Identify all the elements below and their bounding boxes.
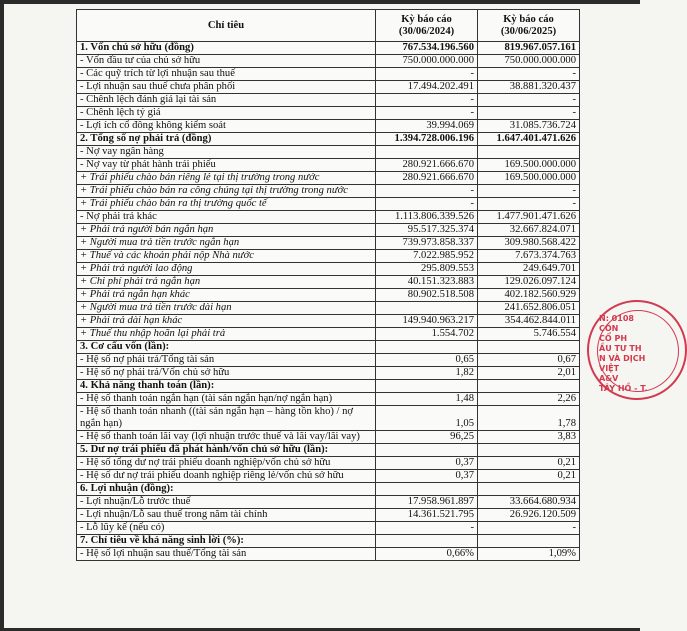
row-label: - Hệ số lợi nhuận sau thuế/Tổng tài sản xyxy=(77,548,376,561)
table-row xyxy=(77,107,580,120)
table-row xyxy=(77,211,580,224)
value-2025: 750.000.000.000 xyxy=(478,55,580,68)
table-row xyxy=(77,522,580,535)
row-label: + Chi phí phải trả ngắn hạn xyxy=(77,276,376,289)
value-2024: - xyxy=(376,198,478,211)
row-label: + Thuế thu nhập hoãn lại phải trả xyxy=(77,328,376,341)
value-2025: 1.477.901.471.626 xyxy=(478,211,580,224)
table-row xyxy=(77,81,580,94)
value-2025: 3,83 xyxy=(478,431,580,444)
table-row xyxy=(77,263,580,276)
row-label: 1. Vốn chủ sở hữu (đồng) xyxy=(77,42,376,55)
row-label: + Phải trả người lao động xyxy=(77,263,376,276)
value-2025: 819.967.057.161 xyxy=(478,42,580,55)
value-2025: - xyxy=(478,94,580,107)
row-label: - Chênh lệch tỷ giá xyxy=(77,107,376,120)
row-label: + Trái phiếu chào bán ra thị trường quốc tế xyxy=(77,198,376,211)
row-label: - Hệ số thanh toán lãi vay (lợi nhuận trước thuế và lãi vay/lãi vay) xyxy=(77,431,376,444)
table-row xyxy=(77,172,580,185)
value-2024: 0,65 xyxy=(376,354,478,367)
row-label: + Phải trả dài hạn khác xyxy=(77,315,376,328)
table-row xyxy=(77,159,580,172)
section-row xyxy=(77,535,580,548)
value-2024: 750.000.000.000 xyxy=(376,55,478,68)
header-period-2024: Kỳ báo cáo (30/06/2024) xyxy=(376,10,478,42)
section-row xyxy=(77,341,580,354)
row-label: 3. Cơ cấu vốn (lần): xyxy=(77,341,376,354)
value-2025: 5.746.554 xyxy=(478,328,580,341)
row-label: 7. Chỉ tiêu về khả năng sinh lời (%): xyxy=(77,535,376,548)
value-2025: 32.667.824.071 xyxy=(478,224,580,237)
row-label: - Hệ số thanh toán ngắn hạn (tài sản ngắn hạn/nợ ngắn hạn) xyxy=(77,393,376,406)
value-2024 xyxy=(376,302,478,315)
row-label: 2. Tổng số nợ phải trả (đồng) xyxy=(77,133,376,146)
table-row xyxy=(77,509,580,522)
table-row xyxy=(77,185,580,198)
value-2024: 17.958.961.897 xyxy=(376,496,478,509)
value-2025: 169.500.000.000 xyxy=(478,159,580,172)
value-2025: 241.652.806.051 xyxy=(478,302,580,315)
value-2024: 1.394.728.006.196 xyxy=(376,133,478,146)
row-label: - Nợ vay ngân hàng xyxy=(77,146,376,159)
seal-text-line: CỔ PH xyxy=(599,334,628,343)
row-label: - Hệ số nợ phải trả/Tổng tài sản xyxy=(77,354,376,367)
table-row xyxy=(77,315,580,328)
value-2024 xyxy=(376,341,478,354)
value-2024: 40.151.323.883 xyxy=(376,276,478,289)
table-row xyxy=(77,224,580,237)
table-row xyxy=(77,328,580,341)
header-indicator: Chỉ tiêu xyxy=(77,10,376,42)
value-2025: 1.647.401.471.626 xyxy=(478,133,580,146)
section-row xyxy=(77,380,580,393)
value-2024: 0,37 xyxy=(376,457,478,470)
value-2024: - xyxy=(376,185,478,198)
row-label: - Lợi ích cổ đông không kiểm soát xyxy=(77,120,376,133)
value-2024: 0,37 xyxy=(376,470,478,483)
table-row xyxy=(77,406,580,431)
value-2025 xyxy=(478,380,580,393)
value-2025 xyxy=(478,483,580,496)
window-top-border xyxy=(0,0,640,4)
table-row xyxy=(77,302,580,315)
value-2024 xyxy=(376,380,478,393)
seal-text-line: N VÀ DỊCH xyxy=(599,354,646,363)
value-2024: 767.534.196.560 xyxy=(376,42,478,55)
window-left-border xyxy=(0,0,4,631)
value-2025: 2,01 xyxy=(478,367,580,380)
value-2025: 38.881.320.437 xyxy=(478,81,580,94)
value-2025: 249.649.701 xyxy=(478,263,580,276)
row-label: 5. Dư nợ trái phiếu đã phát hành/vốn chủ sở hữu (lần): xyxy=(77,444,376,457)
seal-text-line: N: 0108 xyxy=(599,314,634,323)
value-2024: 149.940.963.217 xyxy=(376,315,478,328)
row-label: + Phải trả ngắn hạn khác xyxy=(77,289,376,302)
value-2024: 14.361.521.795 xyxy=(376,509,478,522)
row-label: - Lợi nhuận sau thuế chưa phân phối xyxy=(77,81,376,94)
row-label: - Các quỹ trích từ lợi nhuận sau thuế xyxy=(77,68,376,81)
value-2024: 80.902.518.508 xyxy=(376,289,478,302)
row-label: - Chênh lệch đánh giá lại tài sản xyxy=(77,94,376,107)
table-body xyxy=(77,42,580,561)
value-2025: 33.664.680.934 xyxy=(478,496,580,509)
value-2025: 0,21 xyxy=(478,457,580,470)
table-row xyxy=(77,198,580,211)
row-label: 6. Lợi nhuận (đồng): xyxy=(77,483,376,496)
value-2024: 739.973.858.337 xyxy=(376,237,478,250)
row-label: + Người mua trả tiền trước dài hạn xyxy=(77,302,376,315)
seal-text-line: VIỆT xyxy=(599,364,620,373)
table-row xyxy=(77,354,580,367)
table-row xyxy=(77,496,580,509)
row-label: - Lỗ lũy kế (nếu có) xyxy=(77,522,376,535)
value-2025: 1,09% xyxy=(478,548,580,561)
table-row xyxy=(77,548,580,561)
value-2025: - xyxy=(478,185,580,198)
row-label: - Nợ vay từ phát hành trái phiếu xyxy=(77,159,376,172)
table-row xyxy=(77,237,580,250)
seal-text-line: ẦU TƯ TH xyxy=(599,344,642,353)
section-row xyxy=(77,133,580,146)
row-label: - Lợi nhuận/Lỗ sau thuế trong năm tài chính xyxy=(77,509,376,522)
table-row xyxy=(77,250,580,263)
table-row xyxy=(77,393,580,406)
value-2024: - xyxy=(376,107,478,120)
row-label: - Nợ phải trả khác xyxy=(77,211,376,224)
row-label: - Hệ số tổng dư nợ trái phiếu doanh nghiệp/vốn chủ sở hữu xyxy=(77,457,376,470)
value-2025: 26.926.120.509 xyxy=(478,509,580,522)
row-label: + Trái phiếu chào bán ra công chúng tại thị trường trong nước xyxy=(77,185,376,198)
table-row xyxy=(77,457,580,470)
value-2024: 1,05 xyxy=(376,406,478,431)
value-2025: 31.085.736.724 xyxy=(478,120,580,133)
value-2025: - xyxy=(478,522,580,535)
value-2025: 0,67 xyxy=(478,354,580,367)
table-row xyxy=(77,120,580,133)
value-2024 xyxy=(376,483,478,496)
table-row xyxy=(77,470,580,483)
value-2024: 96,25 xyxy=(376,431,478,444)
value-2025: - xyxy=(478,68,580,81)
table-row xyxy=(77,289,580,302)
value-2024: 7.022.985.952 xyxy=(376,250,478,263)
financial-indicators-table xyxy=(76,9,580,561)
value-2024: 1.113.806.339.526 xyxy=(376,211,478,224)
value-2024: 280.921.666.670 xyxy=(376,159,478,172)
row-label: 4. Khả năng thanh toán (lần): xyxy=(77,380,376,393)
section-row xyxy=(77,444,580,457)
value-2024 xyxy=(376,444,478,457)
value-2025: 0,21 xyxy=(478,470,580,483)
row-label: + Phải trả người bán ngắn hạn xyxy=(77,224,376,237)
value-2024 xyxy=(376,146,478,159)
value-2024: 17.494.202.491 xyxy=(376,81,478,94)
table-row xyxy=(77,94,580,107)
value-2025 xyxy=(478,341,580,354)
table-row xyxy=(77,55,580,68)
row-label: - Hệ số nợ phải trả/Vốn chủ sở hữu xyxy=(77,367,376,380)
value-2025: 354.462.844.011 xyxy=(478,315,580,328)
row-label: - Vốn đầu tư của chủ sở hữu xyxy=(77,55,376,68)
value-2024: 1.554.702 xyxy=(376,328,478,341)
table-row xyxy=(77,146,580,159)
table-row xyxy=(77,367,580,380)
company-seal-stamp xyxy=(587,300,687,400)
table-row xyxy=(77,431,580,444)
value-2025: - xyxy=(478,107,580,120)
value-2025: 7.673.374.763 xyxy=(478,250,580,263)
value-2024: 0,66% xyxy=(376,548,478,561)
value-2025: 309.980.568.422 xyxy=(478,237,580,250)
value-2024: 280.921.666.670 xyxy=(376,172,478,185)
seal-text-line: CÔN xyxy=(599,324,619,333)
value-2025 xyxy=(478,535,580,548)
header-period-2025: Kỳ báo cáo (30/06/2025) xyxy=(478,10,580,42)
row-label: - Lợi nhuận/Lỗ trước thuế xyxy=(77,496,376,509)
section-row xyxy=(77,483,580,496)
value-2025 xyxy=(478,146,580,159)
table-row xyxy=(77,68,580,81)
seal-text-line: TÂY HỒ - T. xyxy=(599,384,648,393)
value-2025: 129.026.097.124 xyxy=(478,276,580,289)
row-label: + Thuế và các khoản phải nộp Nhà nước xyxy=(77,250,376,263)
table-header-row xyxy=(77,10,580,42)
value-2024: 39.994.069 xyxy=(376,120,478,133)
value-2024 xyxy=(376,535,478,548)
value-2024: 95.517.325.374 xyxy=(376,224,478,237)
value-2025: - xyxy=(478,198,580,211)
value-2024: 1,48 xyxy=(376,393,478,406)
row-label: - Hệ số dư nợ trái phiếu doanh nghiệp riêng lẻ/vốn chủ sở hữu xyxy=(77,470,376,483)
value-2025: 169.500.000.000 xyxy=(478,172,580,185)
table-row xyxy=(77,276,580,289)
row-label: - Hệ số thanh toán nhanh ((tài sản ngắn hạn – hàng tồn kho) / nợ ngắn hạn) xyxy=(77,406,376,431)
value-2024: 295.809.553 xyxy=(376,263,478,276)
row-label: + Người mua trả tiền trước ngắn hạn xyxy=(77,237,376,250)
value-2025 xyxy=(478,444,580,457)
value-2024: - xyxy=(376,68,478,81)
value-2025: 2,26 xyxy=(478,393,580,406)
value-2025: 402.182.560.929 xyxy=(478,289,580,302)
value-2024: - xyxy=(376,522,478,535)
seal-text-line: A&V xyxy=(599,374,619,383)
value-2025: 1,78 xyxy=(478,406,580,431)
value-2024: 1,82 xyxy=(376,367,478,380)
value-2024: - xyxy=(376,94,478,107)
section-row xyxy=(77,42,580,55)
row-label: + Trái phiếu chào bán riêng lẻ tại thị trường trong nước xyxy=(77,172,376,185)
